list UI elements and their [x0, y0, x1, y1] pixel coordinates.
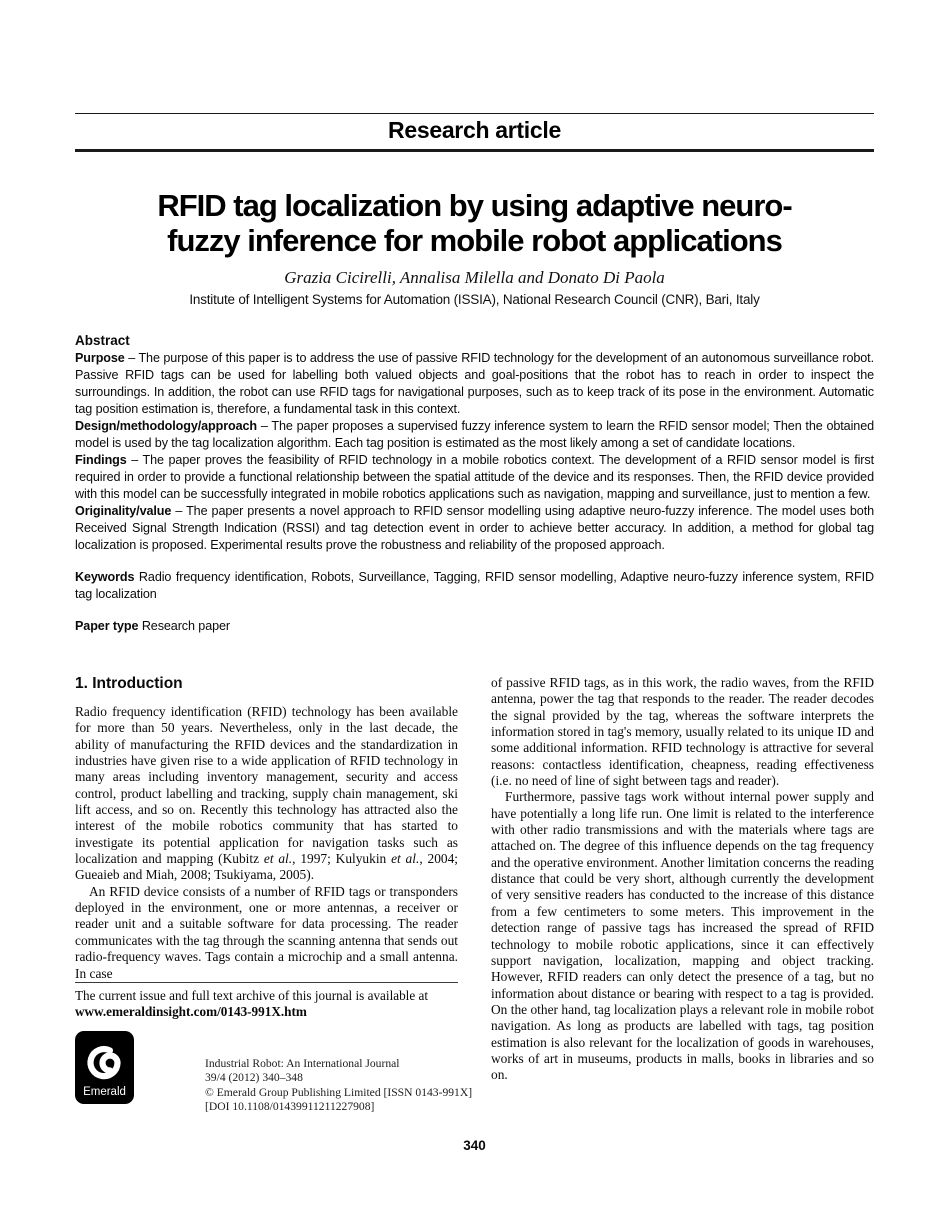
intro-left-column	[75, 675, 473, 1115]
category-label: Research article	[388, 117, 561, 143]
abstract-heading: Abstract	[75, 333, 130, 348]
intro-paragraph-2: An RFID device consists of a number of RFID tags or transponders deployed in the environment, one or more antennas, a receiver or reader unit and a suitable software for data processing. The reader communicates with the tag through the scanning antenna that sends out radio-frequency waves. Tags contain a microchip and a small antenna. In case	[75, 883, 458, 981]
paper-type-text: Research paper	[141, 619, 231, 633]
article-page	[75, 0, 874, 1153]
abstract-design-label: Design/methodology/approach	[75, 419, 258, 433]
abstract-findings-text: – The paper proves the feasibility of RFID technology in a mobile robotics context. The development of a RFID sensor model is first required in order to provide a functional relationship between the spatial attitude of the device and its responses. Then, the RFID device provided with this model can be successfully integrated in mobile robotics applications such as navigation, mapping and surveillance, just to mention a few.	[75, 453, 874, 501]
footnote-text: The current issue and full text archive of this journal is available at	[75, 987, 429, 1003]
affiliation: Institute of Intelligent Systems for Automation (ISSIA), National Research Council (CNR), Bari, Italy	[189, 292, 760, 307]
intro-paragraph-4: Furthermore, passive tags work without internal power supply and have potentially a long life run. One limit is related to the interference with other radio transmissions and with the materials where tags are attached on. The degree of this influence depends on the tag frequency and the operative environment. Another limitation concerns the reading distance that could be very short, although currently the development of very sensitive readers has conducted to the increase of this distance from a few centimeters to some meters. This improvement in the detection range of passive tags has increased the spread of RFID technology to mobile robotic applications, since it can effectively support navigation, localization, mapping and object tracking. However, RFID readers can only detect the presence of a tag, but no information about distance or bearing with respect to a tag is provided. On the other hand, tag localization plays a relevant role in mobile robot navigation. As long as products are labelled with tags, tag position estimation is also relevant for the localization of goods in warehouses, works of art in museums, products in malls, books in libraries and so on.	[491, 789, 874, 1083]
abstract-findings-label: Findings	[75, 453, 127, 467]
body-columns	[75, 675, 874, 1115]
abstract-purpose-label: Purpose	[75, 351, 125, 365]
intro-right-column	[491, 675, 874, 1115]
intro-paragraph-1: Radio frequency identification (RFID) technology has been available for more than 50 years. Nevertheless, only in the last decade, the ability of manufacturing the RFID devices and the standardization in industries have given rise to a wide application of RFID technology in many areas including inventory management, security and access control, product labelling and tracking, supply chain management, ski lift access, and so on. Recently this technology has attracted also the interest of the mobile robotics community that has started to investigate its potential application for navigation tasks such as localization and mapping (Kubitz et al., 1997; Kulyukin et al., 2004; Gueaieb and Miah, 2008; Tsukiyama, 2005).	[75, 704, 459, 883]
abstract-findings	[75, 452, 874, 503]
journal-url-link[interactable]: www.emeraldinsight.com/0143-991X.htm	[75, 1004, 307, 1020]
journal-info	[205, 1057, 472, 1115]
article-title-line1: RFID tag localization by using adaptive neuro-	[157, 188, 792, 223]
intro-right-text	[491, 675, 874, 1084]
journal-footnote	[75, 982, 473, 1115]
emerald-logo-text: Emerald	[83, 1085, 126, 1098]
keywords	[75, 569, 874, 603]
abstract-purpose-text: – The purpose of this paper is to address the use of passive RFID technology for the development of an autonomous surveillance robot. Passive RFID tags can be used for labelling both valued objects and goal-positions that the robot has to reach in order to inspect the surroundings. In addition, the robot can use RFID tags for navigational purposes, such as to keep track of its pose in the environment. Automatic tag position estimation is, therefore, a fundamental task in this context.	[75, 351, 874, 416]
article-title	[75, 188, 874, 258]
paper-type-label: Paper type	[75, 619, 139, 633]
intro-paragraph-3: of passive RFID tags, as in this work, the radio waves, from the RFID antenna, power the tag that responds to the reader. The reader decodes the signal provided by the tag, whereas the software interprets the information stored in tag's memory, usually related to its unique ID and some additional information. RFID technology is attractive for several reasons: contactless identification, cheapness, reading effectiveness (i.e. no need of line of sight between tags and reader).	[491, 675, 874, 789]
keywords-label: Keywords	[75, 570, 135, 584]
abstract-design-text: – The paper proposes a supervised fuzzy inference system to learn the RFID sensor model; Then the obtained model is used by the tag localization algorithm. Each tag position is estimated as the most likely among a set of candidate locations.	[75, 419, 874, 450]
abstract-originality-text: – The paper presents a novel approach to RFID sensor modelling using adaptive neuro-fuzzy inference. The model uses both Received Signal Strength Indication (RSSI) and tag detection event in order to achieve better accuracy. In addition, a method for global tag localization is proposed. Experimental results prove the robustness and reliability of the proposed approach.	[75, 504, 874, 552]
title-block	[75, 188, 874, 307]
intro-left-text	[75, 704, 458, 982]
journal-name: Industrial Robot: An International Journal	[205, 1056, 400, 1070]
journal-copyright: © Emerald Group Publishing Limited [ISSN 0143-991X]	[205, 1085, 473, 1099]
category-band	[75, 113, 874, 152]
abstract-section	[75, 333, 874, 635]
emerald-logo-icon	[75, 1031, 134, 1104]
journal-issue: 39/4 (2012) 340–348	[205, 1071, 303, 1085]
article-title-line2: fuzzy inference for mobile robot applications	[167, 223, 782, 258]
abstract-purpose	[75, 350, 874, 418]
abstract-originality-label: Originality/value	[75, 504, 172, 518]
keywords-text: Radio frequency identification, Robots, Surveillance, Tagging, RFID sensor modelling, Adaptive neuro-fuzzy inference system, RFID tag localization	[75, 570, 874, 601]
authors: Grazia Cicirelli, Annalisa Milella and Donato Di Paola	[284, 268, 665, 287]
paper-type	[75, 618, 874, 635]
page-number: 340	[463, 1137, 486, 1153]
journal-info-row	[75, 1031, 473, 1115]
abstract-originality	[75, 503, 874, 554]
journal-doi: [DOI 10.1108/01439911211227908]	[205, 1100, 375, 1114]
introduction-heading: 1. Introduction	[75, 675, 183, 692]
abstract-design	[75, 418, 874, 452]
